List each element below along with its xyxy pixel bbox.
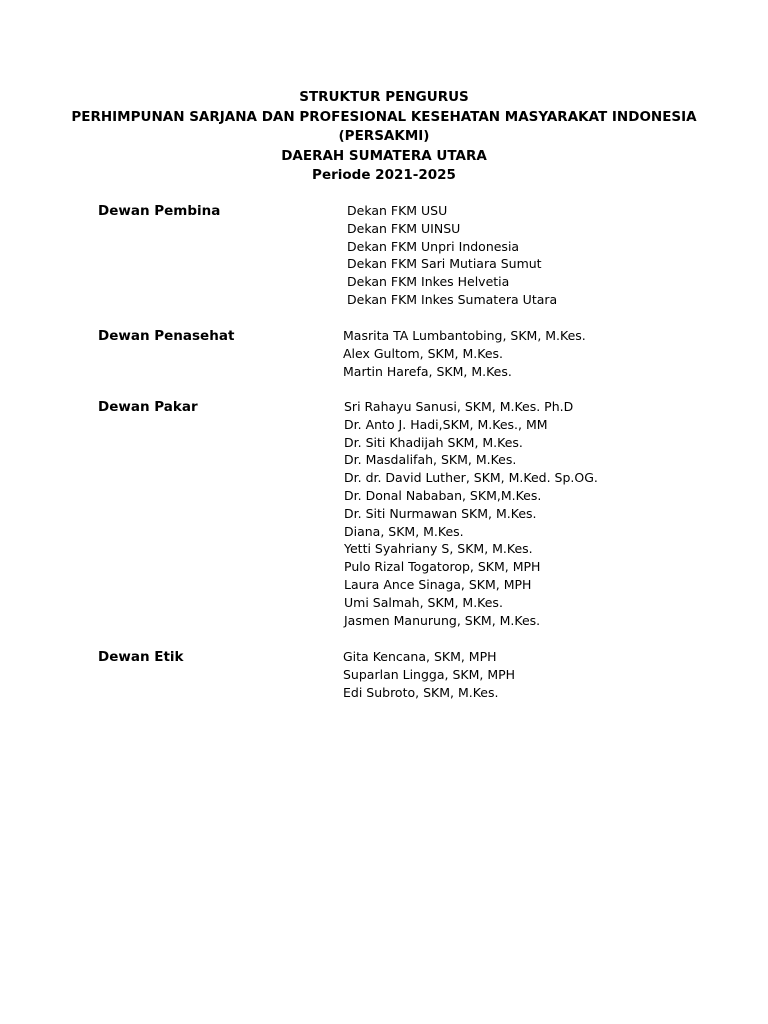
member-list	[343, 648, 515, 701]
list-item: Dekan FKM USU	[347, 203, 448, 218]
list-item: Dr. Donal Nababan, SKM,M.Kes.	[344, 487, 542, 503]
member-list	[347, 202, 557, 309]
list-item: Dekan FKM UINSU	[347, 220, 461, 236]
list-item: Sri Rahayu Sanusi, SKM, M.Kes. Ph.D	[344, 399, 574, 414]
list-item: Pulo Rizal Togatorop, SKM, MPH	[344, 559, 541, 575]
list-item: Masrita TA Lumbantobing, SKM, M.Kes.	[343, 328, 586, 343]
member-list	[343, 327, 586, 380]
list-item: Gita Kencana, SKM, MPH	[343, 649, 497, 664]
list-item: Dekan FKM Inkes Helvetia	[347, 274, 510, 290]
header-period: Periode 2021-2025	[312, 167, 456, 183]
list-item: Dr. dr. David Luther, SKM, M.Ked. Sp.OG.	[344, 470, 598, 486]
list-item: Dr. Anto J. Hadi,SKM, M.Kes., MM	[344, 416, 548, 432]
list-item: Yetti Syahriany S, SKM, M.Kes.	[344, 541, 533, 557]
section-label: Dewan Etik	[98, 649, 184, 665]
list-item: Suparlan Lingga, SKM, MPH	[343, 666, 516, 682]
member-list	[344, 398, 598, 629]
list-item: Dr. Siti Nurmawan SKM, M.Kes.	[344, 505, 537, 521]
list-item: Dekan FKM Inkes Sumatera Utara	[347, 291, 558, 307]
list-item: Martin Harefa, SKM, M.Kes.	[343, 363, 512, 379]
header-organization-acronym: (PERSAKMI)	[338, 128, 430, 144]
list-item: Edi Subroto, SKM, M.Kes.	[343, 684, 499, 700]
header-organization-name: PERHIMPUNAN SARJANA DAN PROFESIONAL KESEHATAN MASYARAKAT INDONESIA	[71, 108, 697, 125]
list-item: Jasmen Manurung, SKM, M.Kes.	[344, 612, 541, 628]
list-item: Dr. Masdalifah, SKM, M.Kes.	[344, 452, 517, 468]
document-header	[0, 88, 768, 186]
list-item: Dr. Siti Khadijah SKM, M.Kes.	[344, 434, 523, 450]
header-title: STRUKTUR PENGURUS	[299, 89, 469, 105]
list-item: Alex Gultom, SKM, M.Kes.	[343, 345, 503, 361]
list-item: Umi Salmah, SKM, M.Kes.	[344, 594, 503, 610]
list-item: Dekan FKM Sari Mutiara Sumut	[347, 256, 542, 272]
list-item: Dekan FKM Unpri Indonesia	[347, 238, 520, 254]
list-item: Laura Ance Sinaga, SKM, MPH	[344, 576, 532, 592]
section-label: Dewan Penasehat	[98, 328, 235, 344]
list-item: Diana, SKM, M.Kes.	[344, 523, 464, 539]
section-label: Dewan Pembina	[98, 203, 221, 219]
header-region: DAERAH SUMATERA UTARA	[281, 147, 487, 164]
section-label: Dewan Pakar	[98, 399, 198, 415]
